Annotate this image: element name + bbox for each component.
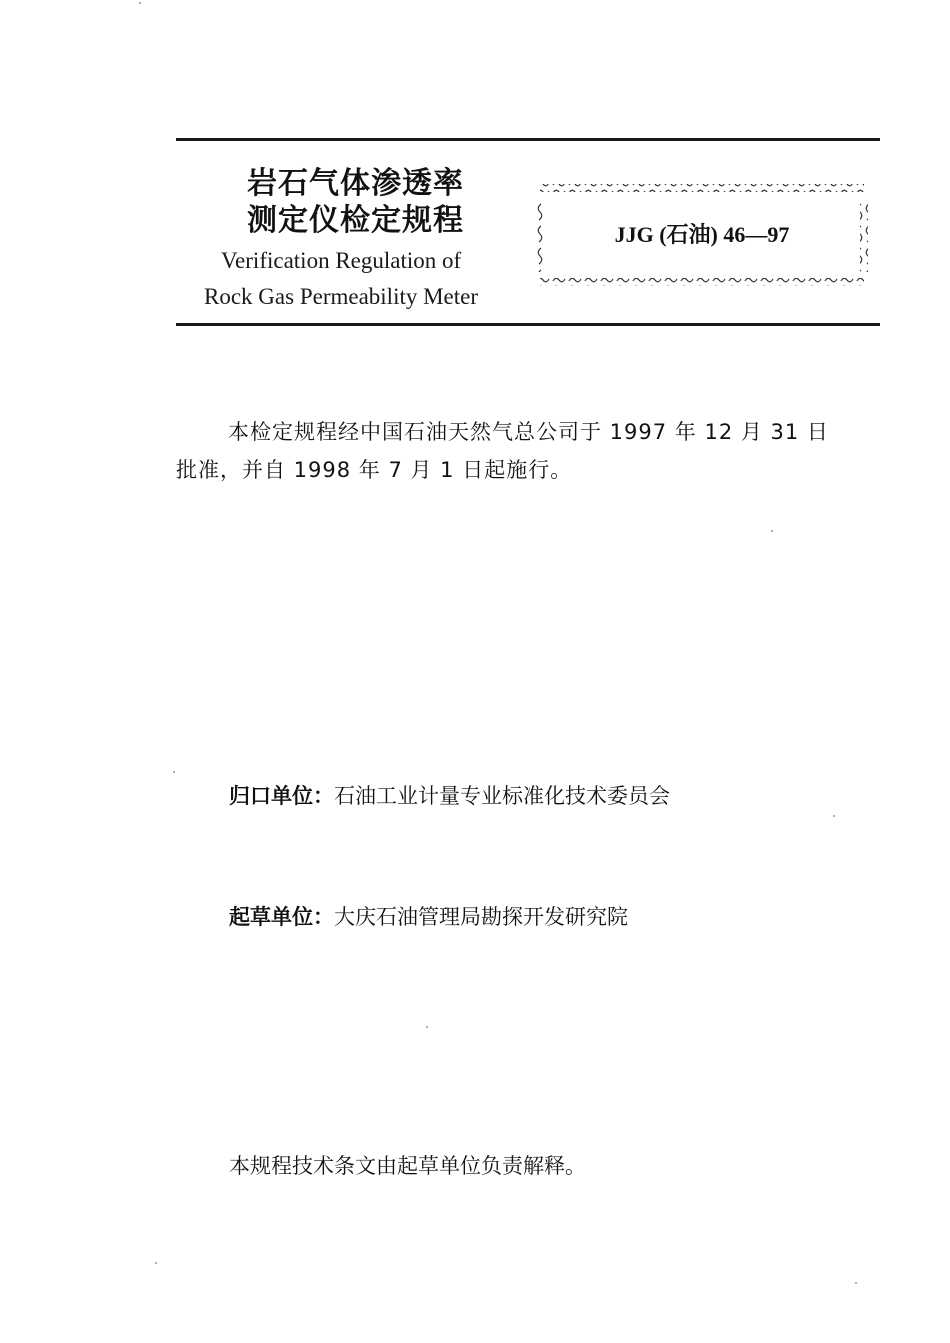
- drafting-unit: [229, 901, 628, 931]
- drafting-unit-label: 起草单位：: [229, 905, 334, 929]
- approval-text-line-1: 本检定规程经中国石油天然气总公司于 1997 年 12 月 31 日: [228, 420, 829, 444]
- title-english-line-2: Rock Gas Permeability Meter: [204, 284, 479, 309]
- scan-speck: [139, 2, 141, 4]
- scan-speck: [173, 771, 175, 773]
- drafting-unit-value: 大庆石油管理局勘探开发研究院: [334, 905, 628, 929]
- approval-text-line-2: 批准，并自 1998 年 7 月 1 日起施行。: [176, 458, 573, 482]
- scan-speck: [833, 815, 835, 817]
- scan-speck: [426, 1026, 428, 1028]
- scan-speck: [771, 530, 773, 532]
- scan-speck: [855, 1282, 857, 1284]
- scan-speck: [155, 1262, 157, 1264]
- interpretation-note: 本规程技术条文由起草单位负责解释。: [229, 1154, 586, 1178]
- title-english-line-1: Verification Regulation of: [221, 248, 462, 273]
- header-bottom-rule: [176, 323, 880, 326]
- responsible-unit: [229, 780, 670, 810]
- responsible-unit-label: 归口单位：: [229, 784, 334, 808]
- title-chinese-line-2: 测定仪检定规程: [247, 203, 464, 238]
- header-top-rule: [176, 138, 880, 141]
- title-chinese-line-1: 岩石气体渗透率: [247, 166, 464, 201]
- responsible-unit-value: 石油工业计量专业标准化技术委员会: [334, 784, 670, 808]
- standard-code-box: [536, 180, 868, 290]
- standard-code: JJG (石油) 46—97: [614, 222, 790, 247]
